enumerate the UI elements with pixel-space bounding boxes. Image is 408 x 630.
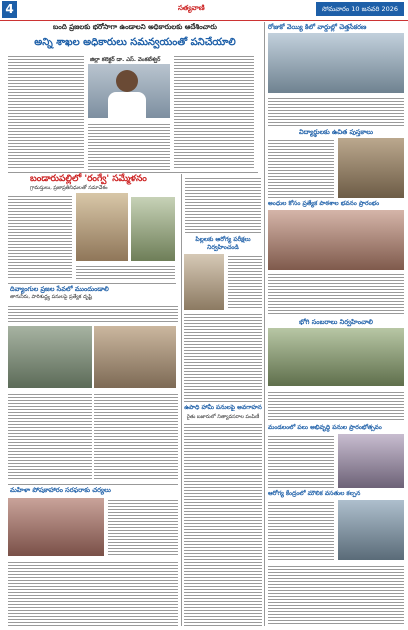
right-top-photo xyxy=(268,33,404,93)
main-column-2 xyxy=(88,122,170,170)
pedda-headline: దివ్యాంగుల ప్రజల సేవలో ముందుండాలి xyxy=(10,285,109,293)
pedda-column-2 xyxy=(94,392,178,480)
health-headline: మహిళా పోషకాహారం సరఫరాకు చర్యలు xyxy=(10,486,111,494)
right-bottom-headline: ఆరోగ్య కేంద్రంలో మౌలిక వసతుల కల్పన xyxy=(268,490,361,497)
center-column-top-1 xyxy=(185,176,261,234)
page-number: 4 xyxy=(2,1,17,18)
right-bottom-col-2 xyxy=(268,564,404,626)
pedda-subtitle: తాగునీరు, పారిశుద్ధ్య పనులపై ప్రత్యేక దృష్టి xyxy=(10,294,92,300)
pedda-intro xyxy=(8,304,178,324)
center-column-top-2 xyxy=(228,254,262,310)
bandaru-headline: బండారుపల్లిలో 'రంగ్వే' సమ్మేళనం xyxy=(30,174,147,184)
right-mid3-headline: భోగి సంబరాలు నిర్వహించాలి xyxy=(299,318,373,326)
right-low-photo xyxy=(338,434,404,488)
right-mid2-headline: అంధుల కోసం ప్రత్యేక పాఠశాల భవనం ప్రారంభం xyxy=(268,200,380,207)
bandaru-subtitle: గ్రామస్తులు, ప్రజాప్రతినిధులతో సమావేశం xyxy=(30,185,108,191)
center-top-headline: పిల్లలకు ఆరోగ్య పరీక్షలు నిర్వహించండి xyxy=(195,236,251,251)
right-mid2-body xyxy=(268,272,404,316)
right-top-body xyxy=(268,96,404,126)
center-mid-subtitle: రైతు బజారులో నిత్యావసరాల పంపిణీ xyxy=(186,414,260,420)
right-mid-col-1 xyxy=(268,138,334,198)
collector-photo xyxy=(88,64,170,118)
health-column-1 xyxy=(108,498,178,556)
main-column-3 xyxy=(174,54,254,170)
center-mid-headline: ఉపాధి హామీ పనులపై అవగాహన xyxy=(184,404,262,411)
right-mid-photo xyxy=(338,138,404,198)
right-mid-headline: విద్యార్థులకు ఉచిత పుస్తకాలు xyxy=(298,128,373,136)
center-photo xyxy=(184,254,224,310)
masthead: సత్యవాణి xyxy=(178,4,205,12)
center-column-bottom xyxy=(184,422,262,626)
date-banner: సోమవారం 10 జనవరి 2026 xyxy=(316,2,404,16)
right-bottom-photo xyxy=(338,500,404,560)
main-column-1 xyxy=(8,54,84,170)
main-byline: జిల్లా కలెక్టర్ డా. ఎస్. వెంకటేశ్వర్ xyxy=(90,57,161,63)
right-mid3-body xyxy=(268,390,404,422)
bandaru-column-1 xyxy=(8,194,72,280)
pedda-photo-1 xyxy=(8,326,92,388)
pedda-column-1 xyxy=(8,392,92,480)
bandaru-photo-1 xyxy=(76,193,128,261)
right-mid2-photo xyxy=(268,210,404,270)
right-bottom-col-1 xyxy=(268,500,334,560)
main-kicker: బంది ప్రజలకు భరోసాగా ఉండాలని అధికారులకు ఆదేశించారు xyxy=(53,23,217,31)
right-low-col xyxy=(268,434,334,488)
right-mid3-photo xyxy=(268,328,404,386)
right-low-headline: మండలంలో పలు అభివృద్ధి పనుల ప్రారంభోత్సవం xyxy=(268,424,382,431)
health-photo xyxy=(8,498,104,556)
health-column-2 xyxy=(8,560,178,626)
pedda-photo-2 xyxy=(94,326,176,388)
bandaru-photo-2 xyxy=(131,197,175,261)
page-header xyxy=(0,0,408,21)
bandaru-column-2 xyxy=(76,264,175,280)
right-top-headline: రోజుకో వెయ్యి కిలో వార్డుల్లో చెత్తసేకరణ xyxy=(268,23,367,31)
main-headline: అన్ని శాఖల అధికారులు సమన్వయంతో పనిచేయాలి xyxy=(34,37,236,48)
center-column-mid xyxy=(184,312,262,402)
